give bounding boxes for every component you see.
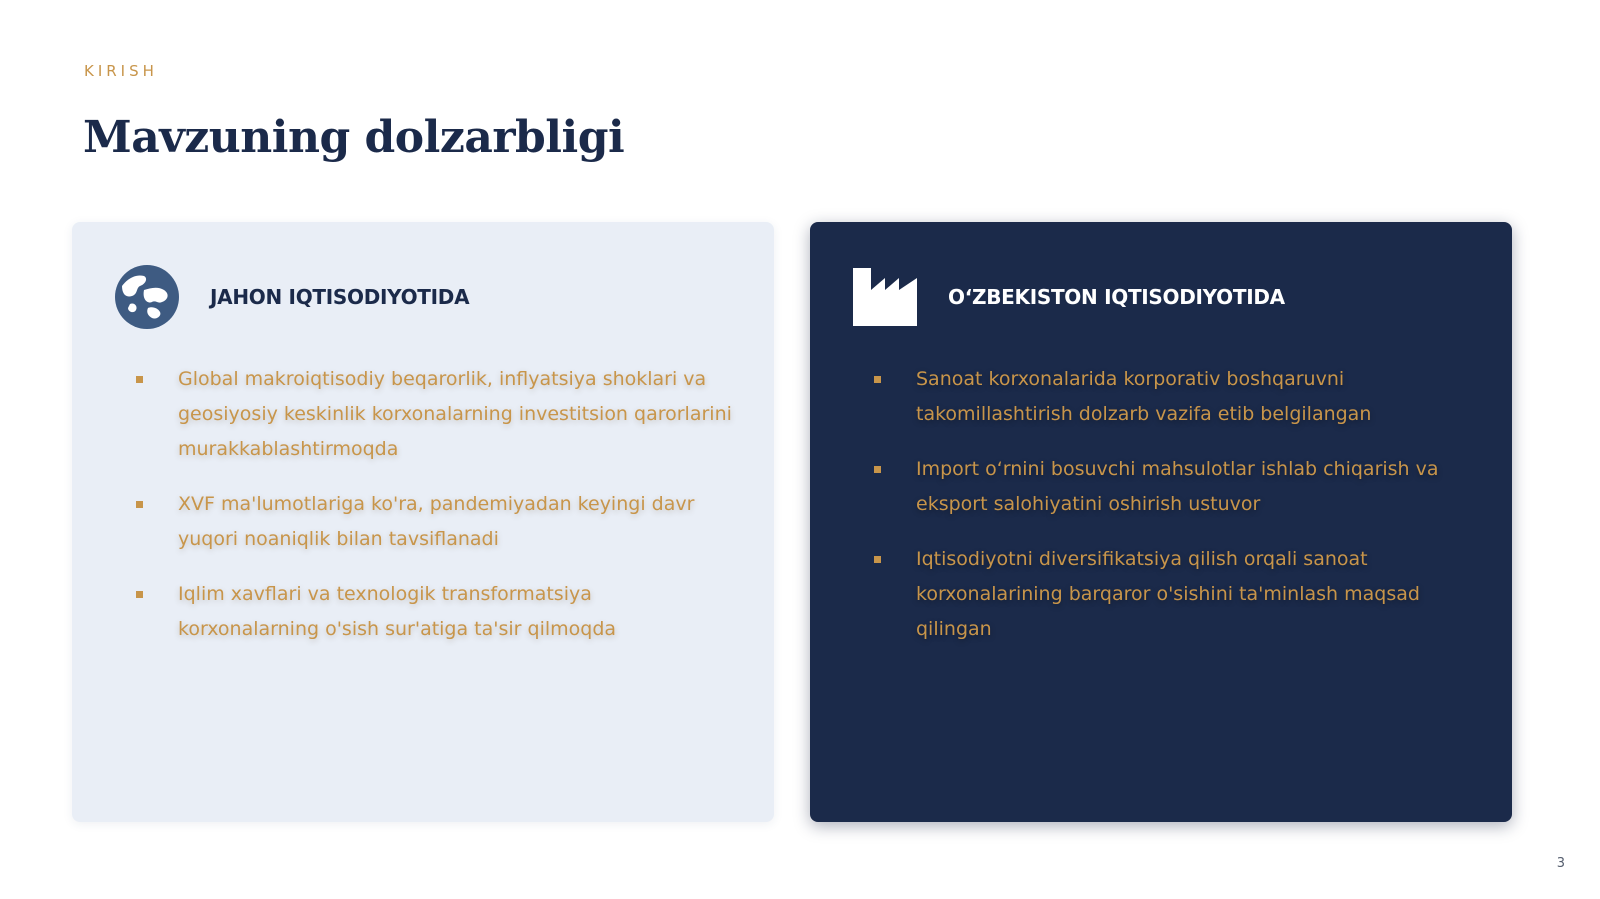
bullet-text: Import o‘rnini bosuvchi mahsulotlar ishlab chiqarish va eksport salohiyatini oshirish ustuvor: [916, 458, 1439, 515]
uzbekistan-economy-card: [810, 222, 1512, 822]
card-heading: JAHON IQTISODIYOTIDA: [210, 285, 470, 309]
bullet-text: Global makroiqtisodiy beqarorlik, inflyatsiya shoklari va geosiyosiy keskinlik korxonalarning investitsion qarorlarini murakkablashtirmoqda: [178, 368, 732, 460]
list-item: [874, 362, 1474, 432]
list-item: [874, 452, 1474, 522]
page-number: 3: [1556, 856, 1565, 871]
bullet-text: Sanoat korxonalarida korporativ boshqaruvni takomillashtirish dolzarb vazifa etib belgilangan: [916, 368, 1372, 425]
bullet-text: XVF ma'lumotlariga ko'ra, pandemiyadan keyingi davr yuqori noaniqlik bilan tavsiflanadi: [178, 493, 695, 550]
bullet-marker: [874, 556, 881, 563]
bullet-text: Iqlim xavflari va texnologik transformatsiya korxonalarning o'sish sur'atiga ta'sir qilmoqda: [178, 583, 617, 640]
bullet-marker: [874, 376, 881, 383]
card-header: [852, 264, 1285, 330]
globe-icon: [114, 264, 180, 330]
bullet-list: [136, 362, 736, 667]
card-header: [114, 264, 469, 330]
card-heading: O‘ZBEKISTON IQTISODIYOTIDA: [948, 285, 1285, 309]
list-item: [136, 362, 736, 467]
factory-icon: [852, 264, 918, 330]
bullet-marker: [136, 376, 143, 383]
bullet-marker: [136, 591, 143, 598]
bullet-text: Iqtisodiyotni diversifikatsiya qilish orqali sanoat korxonalarining barqaror o'sishini ta'minlash maqsad qilingan: [916, 548, 1420, 640]
bullet-marker: [136, 501, 143, 508]
list-item: [136, 487, 736, 557]
world-economy-card: [72, 222, 774, 822]
section-label: KIRISH: [84, 62, 158, 80]
bullet-list: [874, 362, 1474, 667]
list-item: [136, 577, 736, 647]
bullet-marker: [874, 466, 881, 473]
list-item: [874, 542, 1474, 647]
page-title: Mavzuning dolzarbligi: [83, 112, 625, 163]
